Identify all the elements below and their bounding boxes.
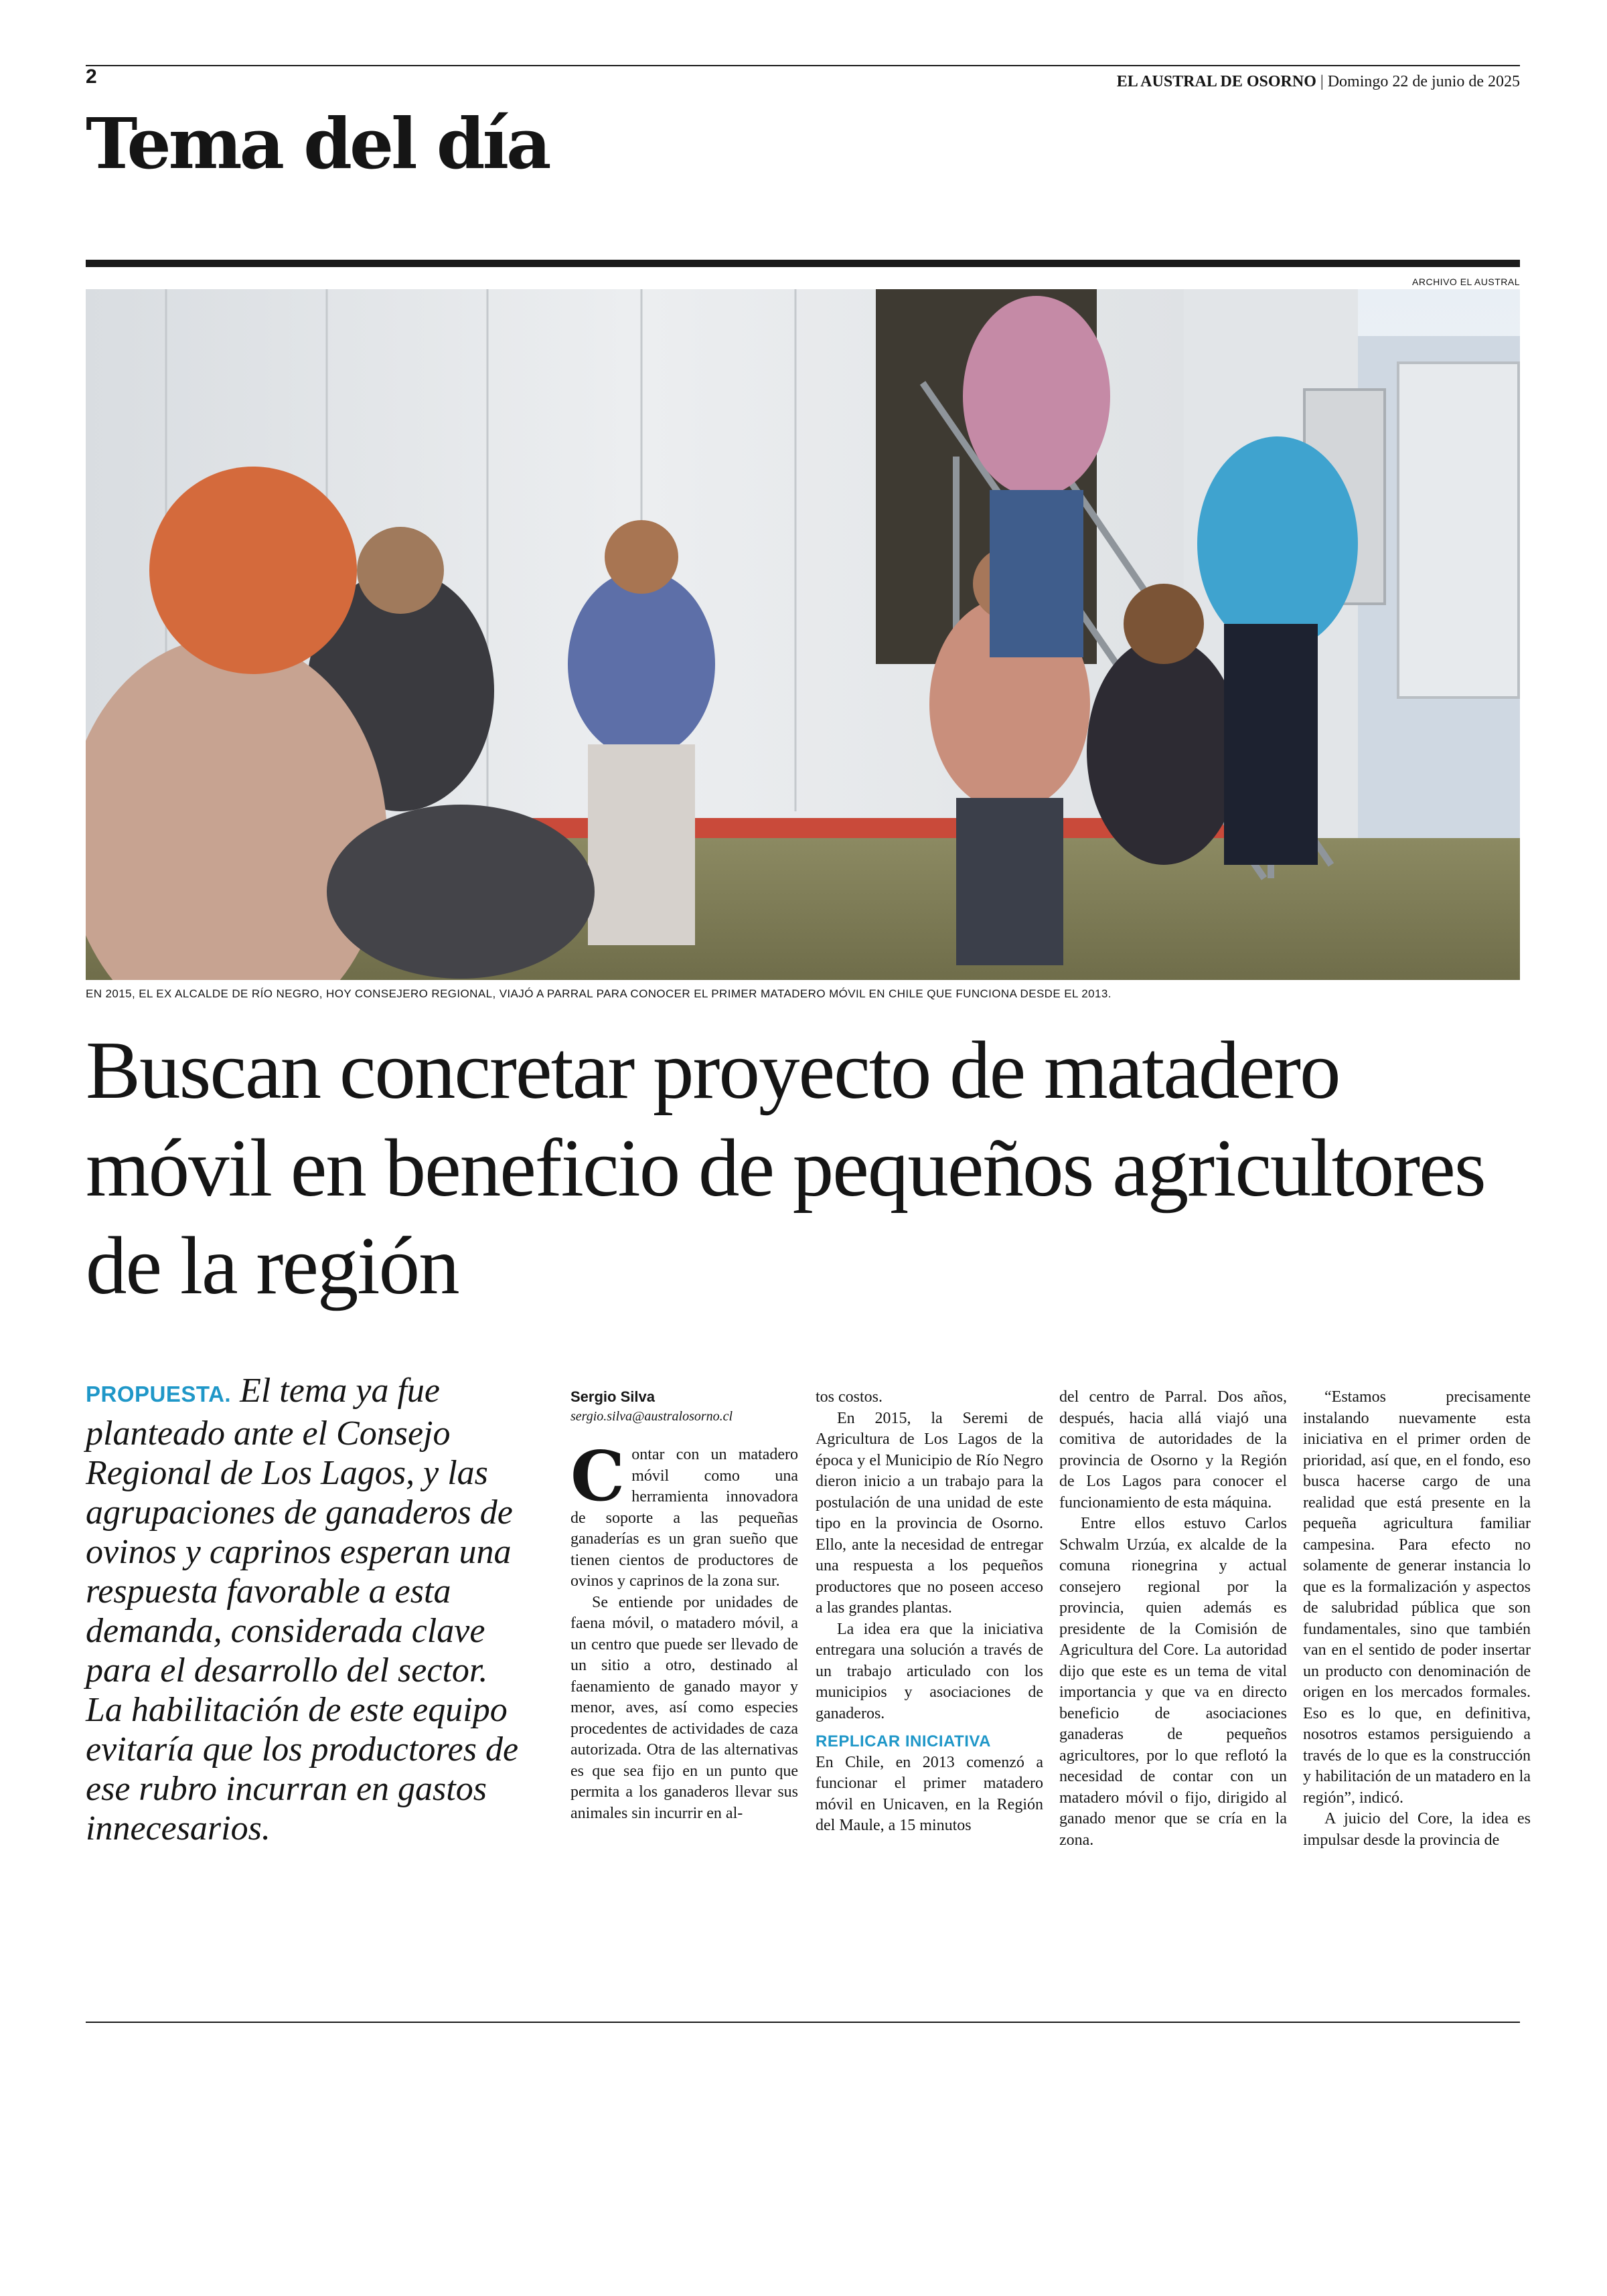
top-rule [86,65,1520,66]
photo-credit: ARCHIVO EL AUSTRAL [1412,276,1520,287]
body-paragraph: En 2015, la Seremi de Agricultura de Los Lagos de la época y el Municipio de Río Negro dieron inicio a un trabajo para la postulación de una unidad de este tipo en la provincia de Osorno. Ello, ante la necesidad de entregar una respuesta a los pequeños productores que no poseen acceso a las grandes plantas. [816,1409,1043,1617]
page-number: 2 [86,66,97,88]
lead-paragraph: Contar con un matadero móvil como una herramienta innovadora de soporte a las pequeñas ganaderías es un gran sueño que tienen cientos de productores de ovinos y caprinos de la zona sur. [570,1437,798,1590]
article-headline: Buscan concretar proyecto de matadero móvil en beneficio de pequeños agricultores de la región [86,1024,1485,1311]
bottom-rule [86,2022,1520,2023]
photo-caption: EN 2015, EL EX ALCALDE DE RÍO NEGRO, HOY CONSEJERO REGIONAL, VIAJÓ A PARRAL PARA CONOCER EL PRIMER MATADERO MÓVIL EN CHILE QUE FUNCIONA DESDE EL 2013. [86,987,1112,1000]
section-rule [86,260,1520,267]
drop-cap: C [570,1437,625,1517]
article-column-1 [570,1387,798,1824]
body-paragraph: Se entiende por unidades de faena móvil, o matadero móvil, a un centro que puede ser llevado de un sitio a otro, destinado al faenamiento de ganado mayor y menor, aves, así como especies procedentes de actividades de caza autorizada. Otra de las alternativas es que sea fijo en un punto que permita a los ganaderos llevar sus animales sin incurrir en al- [570,1593,798,1822]
subhead: REPLICAR INICIATIVA [816,1732,991,1750]
article-photo [86,289,1520,980]
deck-kicker: PROPUESTA. [86,1382,232,1406]
issue-date: Domingo 22 de junio de 2025 [1327,73,1520,90]
body-paragraph: La idea era que la iniciativa entregara una solución a través de un trabajo articulado con los municipios y asociaciones de ganaderos. [816,1620,1043,1722]
byline-name: Sergio Silva [570,1388,655,1405]
article-column-3 [1059,1387,1287,1851]
article-column-2 [816,1387,1043,1837]
masthead [1117,72,1520,91]
byline-email[interactable]: sergio.silva@australosorno.cl [570,1409,733,1424]
deck-text: El tema ya fue planteado ante el Consejo Regional de Los Lagos, y las agrupaciones de ganaderos de ovinos y caprinos esperan una respuesta favorable a esta demanda, considerada clave para el desarrollo del sector. La habilitación de este equipo evitaría que los productores de ese rubro incurran en gastos innecesarios. [86,1372,519,1848]
masthead-separator: | [1320,73,1324,90]
article-deck [86,1371,529,1848]
article-column-4 [1303,1387,1531,1851]
body-paragraph: Entre ellos estuvo Carlos Schwalm Urzúa, ex alcalde de la comuna rionegrina y actual consejero regional por la provincia, quien además es presidente de la Comisión de Agricultura del Core. La autoridad dijo que este es un tema de vital importancia y que va en directo beneficio de asociaciones ganaderas de pequeños agricultores, por lo que reflotó la necesidad de contar con un matadero móvil o fijo, dirigido al ganado menor que se cría en la zona. [1059,1515,1287,1849]
body-paragraph: tos costos. [816,1388,883,1406]
publication-name: EL AUSTRAL DE OSORNO [1116,73,1316,90]
section-title: Tema del día [86,102,549,185]
quote-paragraph: “Estamos precisamente instalando nuevamente esta iniciativa en el primer orden de prioridad, así que, en el fondo, eso busca hacerse cargo de una realidad que está presente en la pequeña agricultura familiar campesina. Para efecto no solamente de generar instancia lo que es la formalización y aspectos de salubridad pública que son fundamentales, sino que también van en el sentido de poder insertar un producto con denominación de origen en los mercados formales. Eso es lo que, en definitiva, nosotros estamos persiguiendo a través de lo que es la construcción y habilitación de un matadero en la región”, indicó. [1303,1388,1531,1807]
body-paragraph: En Chile, en 2013 comenzó a funcionar el primer matadero móvil en Unicaven, en la Región del Maule, a 15 minutos [816,1753,1043,1834]
body-paragraph: del centro de Parral. Dos años, después, hacia allá viajó una comitiva de autoridades de la provincia de Osorno y la Región de Los Lagos para conocer el funcionamiento de esta máquina. [1059,1388,1287,1511]
body-paragraph: A juicio del Core, la idea es impulsar desde la provincia de [1303,1810,1531,1849]
